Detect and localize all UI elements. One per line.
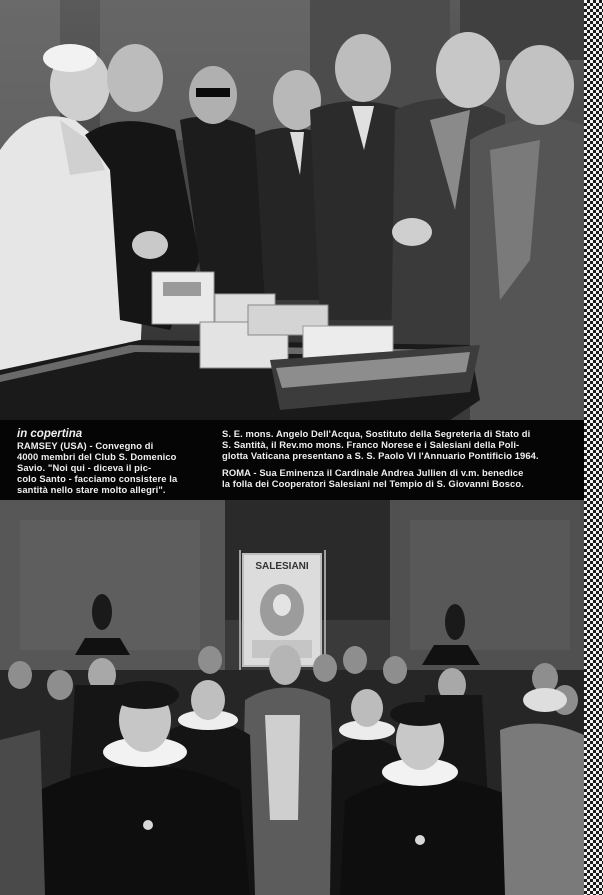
vatican-caption-text: S. E. mons. Angelo Dell'Acqua, Sostituto della Segreteria di Stato di S. Santità, il Rev.mo mons. Franco Norese e i Salesiani della Poli- glotta Vaticana presentano a S. S. Paolo VI l'Annuario Pontificio 1964. [222,428,539,461]
halftone-edge-strip [584,0,603,895]
photo-papal-audience [0,0,584,420]
caption-band [0,420,584,500]
papal-audience-illustration [0,0,584,420]
rome-caption-text: ROMA - Sua Eminenza il Cardinale Andrea Jullien di v.m. benedice la folla dei Cooperatori Salesiani nel Tempio di S. Giovanni Bosco. [222,467,524,489]
right-captions [222,428,562,489]
cover-caption [17,428,202,495]
banner-text: SALESIANI [255,561,309,572]
cover-caption-text: RAMSEY (USA) - Convegno di 4000 membri del Club S. Domenico Savio. "Noi qui - diceva il pic- colo Santo - facciamo consistere la santità nello stare molto allegri". [17,440,178,495]
cover-caption-heading: in copertina [17,428,83,440]
photo-church-procession [0,500,584,895]
church-procession-illustration [0,500,584,895]
